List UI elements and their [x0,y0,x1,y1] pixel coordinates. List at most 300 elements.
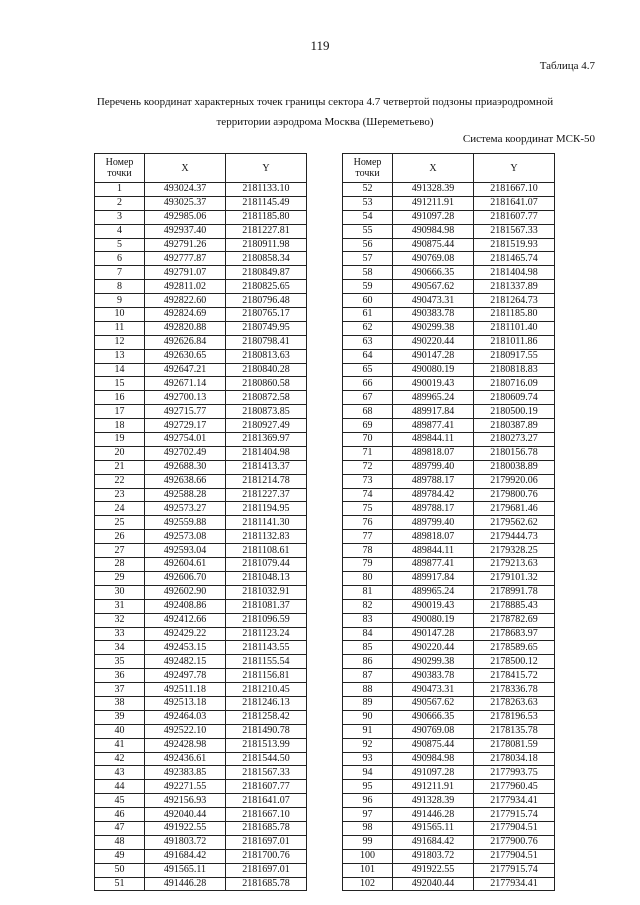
cell-y: 2180917.55 [474,349,555,363]
cell-y: 2180927.49 [226,419,307,433]
cell-y: 2181607.77 [474,210,555,224]
cell-y: 2178500.12 [474,655,555,669]
table-row [95,377,307,391]
cell-point-number: 101 [343,863,393,877]
table-row [343,585,555,599]
cell-x: 492156.93 [145,794,226,808]
cell-x: 492604.61 [145,558,226,572]
cell-x: 492040.44 [145,808,226,822]
cell-point-number: 74 [343,488,393,502]
table-row [95,474,307,488]
cell-x: 492937.40 [145,224,226,238]
table-row [343,696,555,710]
cell-x: 489965.24 [393,585,474,599]
cell-y: 2181567.33 [226,766,307,780]
header-y: Y [474,154,555,183]
table-row [95,724,307,738]
cell-y: 2179101.32 [474,571,555,585]
table-row [343,488,555,502]
cell-x: 492602.90 [145,585,226,599]
cell-point-number: 30 [95,585,145,599]
cell-x: 492573.08 [145,530,226,544]
cell-x: 490220.44 [393,335,474,349]
cell-y: 2177904.51 [474,849,555,863]
table-row [95,488,307,502]
cell-y: 2181685.78 [226,877,307,891]
cell-x: 490147.28 [393,627,474,641]
page-number: 119 [310,38,330,53]
cell-y: 2178196.53 [474,710,555,724]
cell-x: 490019.43 [393,377,474,391]
cell-y: 2181185.80 [226,210,307,224]
cell-point-number: 23 [95,488,145,502]
cell-point-number: 48 [95,835,145,849]
cell-x: 489844.11 [393,544,474,558]
table-row [343,738,555,752]
cell-y: 2180273.27 [474,433,555,447]
cell-point-number: 46 [95,808,145,822]
cell-x: 491922.55 [145,821,226,835]
cell-y: 2180749.95 [226,321,307,335]
table-row [95,224,307,238]
cell-x: 490567.62 [393,696,474,710]
cell-x: 492630.65 [145,349,226,363]
cell-point-number: 59 [343,280,393,294]
table-row [95,433,307,447]
table-row [343,252,555,266]
cell-point-number: 85 [343,641,393,655]
cell-x: 492482.15 [145,655,226,669]
cell-x: 489917.84 [393,405,474,419]
cell-point-number: 72 [343,460,393,474]
cell-x: 492383.85 [145,766,226,780]
table-row [95,585,307,599]
table-row [95,308,307,322]
cell-y: 2177934.41 [474,877,555,891]
table-row [95,544,307,558]
cell-point-number: 78 [343,544,393,558]
cell-y: 2180858.34 [226,252,307,266]
table-row [343,238,555,252]
cell-x: 490984.98 [393,224,474,238]
cell-y: 2180818.83 [474,363,555,377]
cell-x: 491446.28 [145,877,226,891]
cell-x: 492511.18 [145,683,226,697]
cell-x: 490299.38 [393,321,474,335]
table-row [343,641,555,655]
cell-x: 492513.18 [145,696,226,710]
cell-y: 2180813.63 [226,349,307,363]
cell-x: 490383.78 [393,308,474,322]
table-row [343,516,555,530]
cell-point-number: 76 [343,516,393,530]
cell-y: 2178135.78 [474,724,555,738]
cell-x: 492453.15 [145,641,226,655]
cell-point-number: 19 [95,433,145,447]
cell-x: 492606.70 [145,571,226,585]
cell-x: 492791.26 [145,238,226,252]
cell-y: 2181145.49 [226,196,307,210]
cell-point-number: 34 [95,641,145,655]
cell-point-number: 87 [343,669,393,683]
table-row [95,266,307,280]
cell-y: 2181155.54 [226,655,307,669]
cell-point-number: 92 [343,738,393,752]
cell-point-number: 9 [95,294,145,308]
header-y: Y [226,154,307,183]
cell-y: 2181404.98 [474,266,555,280]
cell-point-number: 95 [343,780,393,794]
cell-x: 489844.11 [393,433,474,447]
cell-y: 2179800.76 [474,488,555,502]
cell-x: 489788.17 [393,474,474,488]
cell-y: 2180798.41 [226,335,307,349]
cell-y: 2181081.37 [226,599,307,613]
cell-y: 2178081.59 [474,738,555,752]
table-row [95,335,307,349]
cell-y: 2181685.78 [226,821,307,835]
cell-point-number: 71 [343,446,393,460]
cell-point-number: 70 [343,433,393,447]
table-row [343,460,555,474]
cell-y: 2181079.44 [226,558,307,572]
table-row [95,849,307,863]
table-row [343,530,555,544]
table-row [343,821,555,835]
table-row [343,669,555,683]
table-label: Таблица 4.7 [539,60,595,72]
cell-point-number: 96 [343,794,393,808]
cell-y: 2181210.45 [226,683,307,697]
table-row [343,294,555,308]
table-row [95,238,307,252]
table-row [343,655,555,669]
table-row [95,835,307,849]
cell-y: 2181607.77 [226,780,307,794]
cell-x: 492777.87 [145,252,226,266]
cell-point-number: 12 [95,335,145,349]
cell-point-number: 22 [95,474,145,488]
cell-y: 2180765.17 [226,308,307,322]
cell-point-number: 44 [95,780,145,794]
cell-x: 492985.06 [145,210,226,224]
cell-y: 2181641.07 [226,794,307,808]
table-row [343,446,555,460]
cell-x: 490019.43 [393,599,474,613]
cell-point-number: 32 [95,613,145,627]
cell-point-number: 60 [343,294,393,308]
cell-y: 2178885.43 [474,599,555,613]
cell-y: 2180609.74 [474,391,555,405]
cell-point-number: 61 [343,308,393,322]
cell-y: 2181258.42 [226,710,307,724]
cell-y: 2179562.62 [474,516,555,530]
cell-y: 2181194.95 [226,502,307,516]
cell-point-number: 33 [95,627,145,641]
cell-y: 2181519.93 [474,238,555,252]
cell-y: 2180840.28 [226,363,307,377]
cell-point-number: 3 [95,210,145,224]
cell-x: 489799.40 [393,516,474,530]
table-row [95,321,307,335]
cell-point-number: 58 [343,266,393,280]
cell-point-number: 80 [343,571,393,585]
cell-y: 2181413.37 [226,460,307,474]
table-row [95,280,307,294]
cell-x: 491922.55 [393,863,474,877]
cell-x: 492822.60 [145,294,226,308]
cell-point-number: 35 [95,655,145,669]
table-row [95,599,307,613]
cell-point-number: 45 [95,794,145,808]
cell-point-number: 41 [95,738,145,752]
cell-y: 2181096.59 [226,613,307,627]
cell-point-number: 18 [95,419,145,433]
cell-x: 491684.42 [393,835,474,849]
cell-point-number: 98 [343,821,393,835]
table-row [343,266,555,280]
table-row [343,196,555,210]
cell-y: 2179213.63 [474,558,555,572]
cell-y: 2179681.46 [474,502,555,516]
table-row [95,821,307,835]
cell-x: 491803.72 [145,835,226,849]
table-row [343,794,555,808]
table-row [343,627,555,641]
cell-y: 2181490.78 [226,724,307,738]
cell-x: 491097.28 [393,766,474,780]
cell-y: 2181404.98 [226,446,307,460]
cell-x: 492408.86 [145,599,226,613]
table-row [343,224,555,238]
cell-x: 492436.61 [145,752,226,766]
cell-x: 490875.44 [393,238,474,252]
cell-point-number: 21 [95,460,145,474]
cell-point-number: 15 [95,377,145,391]
table-row [95,294,307,308]
cell-y: 2181337.89 [474,280,555,294]
cell-y: 2181156.81 [226,669,307,683]
cell-point-number: 11 [95,321,145,335]
table-row [343,863,555,877]
cell-x: 489784.42 [393,488,474,502]
cell-point-number: 39 [95,710,145,724]
cell-y: 2181227.37 [226,488,307,502]
cell-point-number: 67 [343,391,393,405]
caption-line-1: Перечень координат характерных точек границы сектора 4.7 четвертой подзоны приаэродромной [96,96,554,108]
cell-y: 2181132.83 [226,530,307,544]
table-row [343,391,555,405]
table-row [95,613,307,627]
cell-point-number: 49 [95,849,145,863]
cell-x: 490080.19 [393,363,474,377]
cell-y: 2178589.65 [474,641,555,655]
table-row [95,571,307,585]
cell-y: 2181567.33 [474,224,555,238]
cell-x: 491565.11 [145,863,226,877]
cell-x: 492811.02 [145,280,226,294]
cell-point-number: 62 [343,321,393,335]
cell-point-number: 57 [343,252,393,266]
cell-y: 2178336.78 [474,683,555,697]
cell-y: 2180911.98 [226,238,307,252]
table-row [95,391,307,405]
cell-y: 2180038.89 [474,460,555,474]
cell-x: 490220.44 [393,641,474,655]
cell-point-number: 88 [343,683,393,697]
coordinates-table-left [94,153,307,891]
cell-x: 492464.03 [145,710,226,724]
cell-point-number: 82 [343,599,393,613]
cell-point-number: 64 [343,349,393,363]
cell-x: 493024.37 [145,183,226,197]
cell-x: 492428.98 [145,738,226,752]
header-x: X [145,154,226,183]
table-header-row [343,154,555,183]
cell-point-number: 63 [343,335,393,349]
table-row [95,502,307,516]
table-header-row [95,154,307,183]
table-row [95,516,307,530]
cell-x: 491565.11 [393,821,474,835]
cell-x: 491328.39 [393,794,474,808]
cell-y: 2181700.76 [226,849,307,863]
table-row [95,780,307,794]
cell-x: 490299.38 [393,655,474,669]
cell-y: 2177915.74 [474,808,555,822]
cell-x: 490473.31 [393,294,474,308]
cell-x: 490666.35 [393,266,474,280]
cell-x: 490147.28 [393,349,474,363]
cell-x: 493025.37 [145,196,226,210]
cell-y: 2180716.09 [474,377,555,391]
cell-x: 490875.44 [393,738,474,752]
cell-x: 491446.28 [393,808,474,822]
cell-point-number: 40 [95,724,145,738]
cell-y: 2181667.10 [226,808,307,822]
table-row [95,766,307,780]
cell-point-number: 91 [343,724,393,738]
table-row [95,710,307,724]
table-row [343,474,555,488]
cell-x: 490984.98 [393,752,474,766]
cell-y: 2181032.91 [226,585,307,599]
cell-x: 492559.88 [145,516,226,530]
caption-line-2: территории аэродрома Москва (Шереметьево) [216,116,434,128]
cell-point-number: 8 [95,280,145,294]
cell-point-number: 10 [95,308,145,322]
cell-point-number: 66 [343,377,393,391]
cell-x: 492688.30 [145,460,226,474]
table-row [343,766,555,780]
cell-x: 492429.22 [145,627,226,641]
cell-y: 2181641.07 [474,196,555,210]
table-row [343,724,555,738]
table-row [343,599,555,613]
cell-point-number: 28 [95,558,145,572]
table-row [343,405,555,419]
cell-y: 2177934.41 [474,794,555,808]
cell-y: 2177915.74 [474,863,555,877]
cell-point-number: 86 [343,655,393,669]
cell-point-number: 97 [343,808,393,822]
cell-point-number: 81 [343,585,393,599]
cell-x: 491211.91 [393,780,474,794]
cell-point-number: 47 [95,821,145,835]
cell-x: 491803.72 [393,849,474,863]
cell-point-number: 31 [95,599,145,613]
cell-point-number: 50 [95,863,145,877]
cell-y: 2178782.69 [474,613,555,627]
table-row [343,321,555,335]
cell-point-number: 14 [95,363,145,377]
table-row [343,835,555,849]
cell-y: 2181108.61 [226,544,307,558]
table-row [343,613,555,627]
table-row [343,544,555,558]
table-row [95,752,307,766]
cell-point-number: 79 [343,558,393,572]
cell-point-number: 36 [95,669,145,683]
table-row [343,183,555,197]
cell-point-number: 93 [343,752,393,766]
table-row [95,252,307,266]
cell-x: 489799.40 [393,460,474,474]
cell-x: 489818.07 [393,530,474,544]
table-row [95,210,307,224]
table-row [95,877,307,891]
table-row [95,696,307,710]
table-row [343,280,555,294]
cell-y: 2181264.73 [474,294,555,308]
cell-y: 2180156.78 [474,446,555,460]
table-row [95,460,307,474]
cell-y: 2181369.97 [226,433,307,447]
cell-point-number: 73 [343,474,393,488]
cell-x: 490080.19 [393,613,474,627]
table-row [343,877,555,891]
cell-x: 492497.78 [145,669,226,683]
cell-x: 492593.04 [145,544,226,558]
cell-point-number: 42 [95,752,145,766]
cell-point-number: 90 [343,710,393,724]
cell-x: 491328.39 [393,183,474,197]
cell-y: 2177993.75 [474,766,555,780]
cell-point-number: 77 [343,530,393,544]
cell-x: 492588.28 [145,488,226,502]
table-row [343,433,555,447]
cell-x: 492820.88 [145,321,226,335]
coordinate-system-label: Система координат МСК-50 [462,133,595,145]
cell-y: 2180500.19 [474,405,555,419]
table-row [95,558,307,572]
cell-x: 491097.28 [393,210,474,224]
cell-y: 2180796.48 [226,294,307,308]
cell-y: 2181246.13 [226,696,307,710]
cell-point-number: 55 [343,224,393,238]
table-row [95,183,307,197]
cell-y: 2180873.85 [226,405,307,419]
table-caption [60,92,590,132]
cell-x: 492702.49 [145,446,226,460]
cell-point-number: 65 [343,363,393,377]
cell-x: 492573.27 [145,502,226,516]
table-row [343,502,555,516]
table-row [343,571,555,585]
cell-point-number: 4 [95,224,145,238]
cell-y: 2180872.58 [226,391,307,405]
cell-y: 2181048.13 [226,571,307,585]
